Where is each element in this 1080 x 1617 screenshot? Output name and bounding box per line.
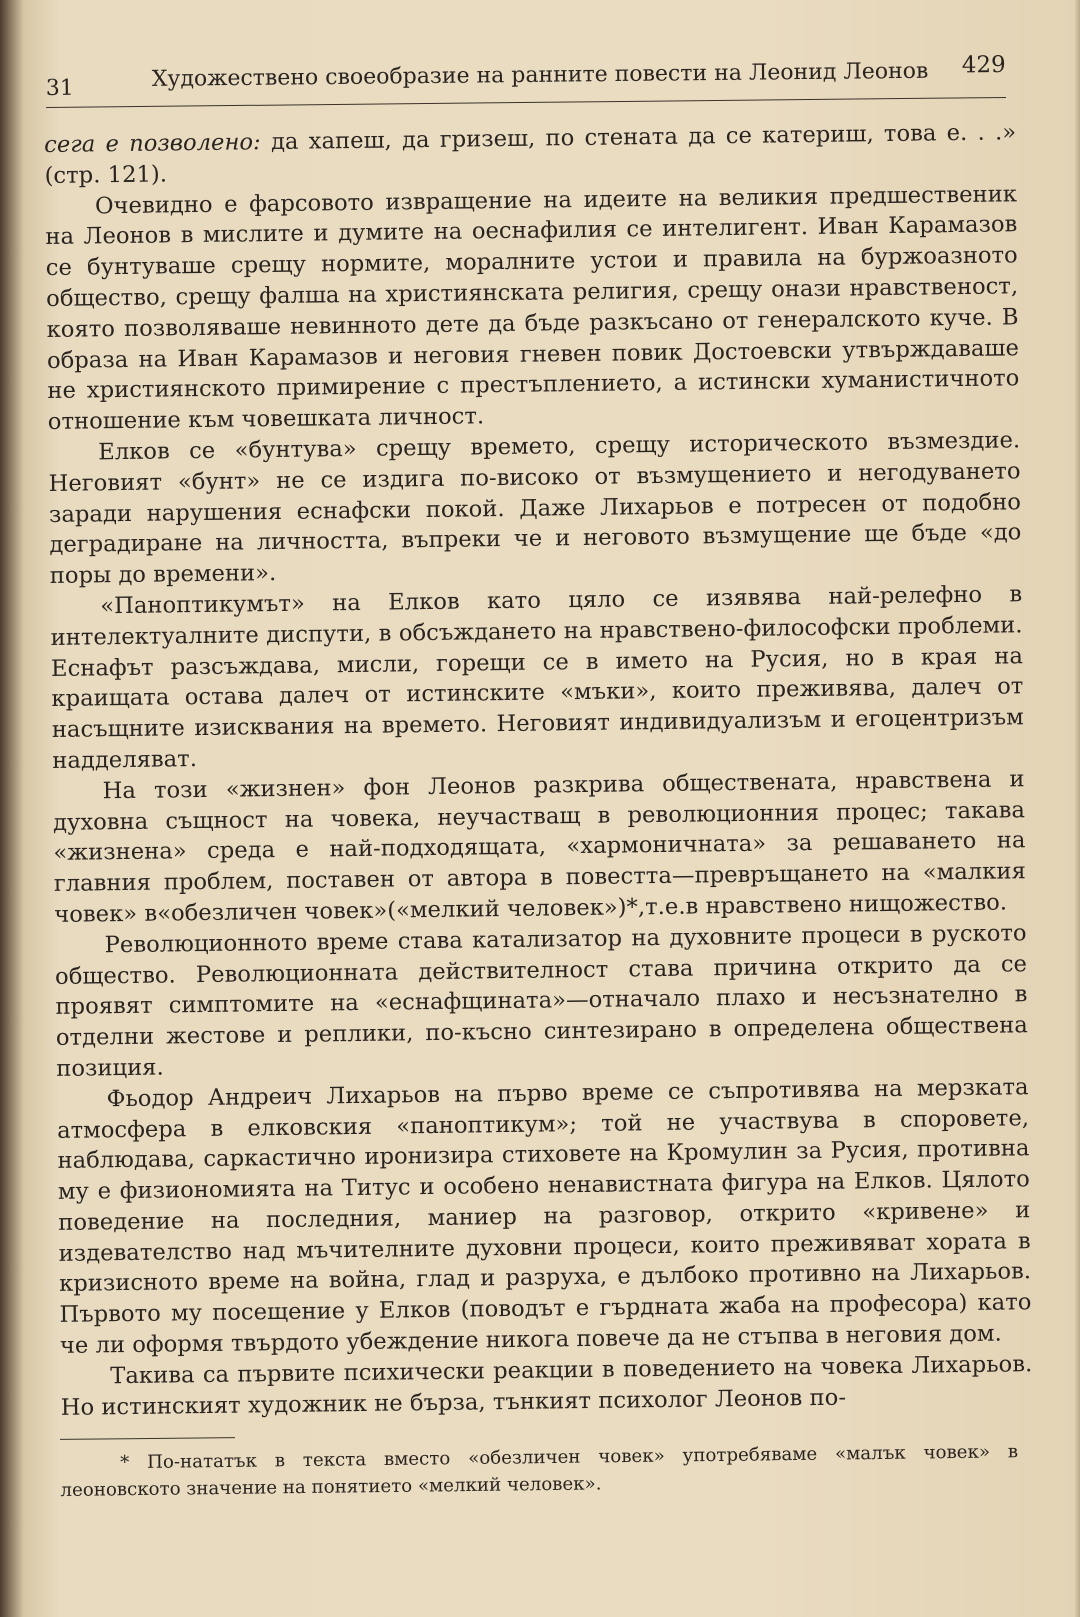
running-header: [46, 52, 1006, 102]
paragraph-5: На този «жизнен» фон Леонов разкрива обществената, нравствена и духовна същност на човека, неучастващ в революционния процес; такава «жизнена» среда е най-подходящата, «хармоничната» за решаването на главния проблем, поставен от автора в повестта—превръщането на «малкия човек» в«обезличен човек»(«мелкий человек»)*,т.е.в нравствено нищожество.: [52, 765, 1026, 928]
body-text: [44, 117, 1033, 1423]
paragraph-3: Елков се «бунтува» срещу времето, срещу историческото възмездие. Неговият «бунт» не се издига по-високо от възмущението и негодуването заради нарушения еснафски покой. Даже Лихарьов е потресен от подобно деградиране на личността, въпреки че и неговото възмущение ще бъде «до поры до времени».: [48, 427, 1022, 590]
footnote-rule: [60, 1437, 235, 1440]
header-rule: [46, 97, 1006, 108]
italic-lead: сега е позволено:: [44, 129, 261, 158]
page-number-right: 429: [961, 51, 1006, 79]
paragraph-7: Фьодор Андреич Лихарьов на първо време се съпротивява на мерзката атмосфера в елковския «паноптикум»; той не участвува в споровете, наблюдава, саркастично иронизира стиховете на Кромулин за Русия, противна му е физиономията на Титус и особено ненавистната фигура на Елков. Цялото поведение на последния, маниер на разговор, открито «кривене» и издевателство над мъчителните духовни процеси, които преживяват хората в кризисното време на война, глад и разруха, е дълбоко противно на Лихарьов. Първото му посещение у Елков (поводът е гърдната жаба на професора) като че ли оформя твърдото убеждение никога повече да не стъпва в неговия дом.: [56, 1073, 1032, 1359]
footnote: * По-нататък в текста вместо «обезличен човек» употребяваме «малък човек» в леоновското значение на понятието «мелкий человек».: [60, 1441, 1019, 1501]
paragraph-4: «Паноптикумът» на Елков като цяло се изявява най-релефно в интелектуалните диспути, в обсъждането на нравствено-философски проблеми. Еснафът разсъждава, мисли, горещи се в името на Русия, но в края на краищата остава далеч от истинските «мъки», които преживява, далеч от насъщните изисквания на времето. Неговият индивидуализъм и егоцентризъм надделяват.: [50, 581, 1024, 774]
paragraph-1-rest: да хапеш, да гризеш, по стената да се катериш, това е. . .» (стр. 121).: [44, 119, 1017, 189]
paragraph-6: Революционното време става катализатор на духовните процеси в руското общество. Революционната действителност става причина открито да се проявят симптомите на «еснафщината»—отначало плахо и несъзнателно в отделни жестове и реплики, по-късно синтезирано в определена обществена позиция.: [54, 919, 1028, 1082]
paragraph-8: Такива са първите психически реакции в поведението на човека Лихарьов. Но истинският художник не бърза, тънкият психолог Леонов по-: [60, 1351, 1033, 1421]
running-title: Художествено своеобразие на ранните повести на Леонид Леонов: [151, 58, 929, 92]
paragraph-2: Очевидно е фарсовото извращение на идеите на великия предшественик на Леонов в мислите и думите на оеснафилия се интелигент. Иван Карамазов се бунтуваше срещу нормите, моралните устои и правила на буржоазното общество, срещу фалша на християнската религия, срещу онази нравственост, която позволяваше невинното дете да бъде разкъсано от генералското куче. В образа на Иван Карамазов и неговия гневен повик Достоевски утвърждаваше не християнското примирение с престъплението, а истински хуманистичното отношение към човешката личност.: [45, 180, 1020, 436]
page-number-left: 31: [45, 75, 74, 102]
